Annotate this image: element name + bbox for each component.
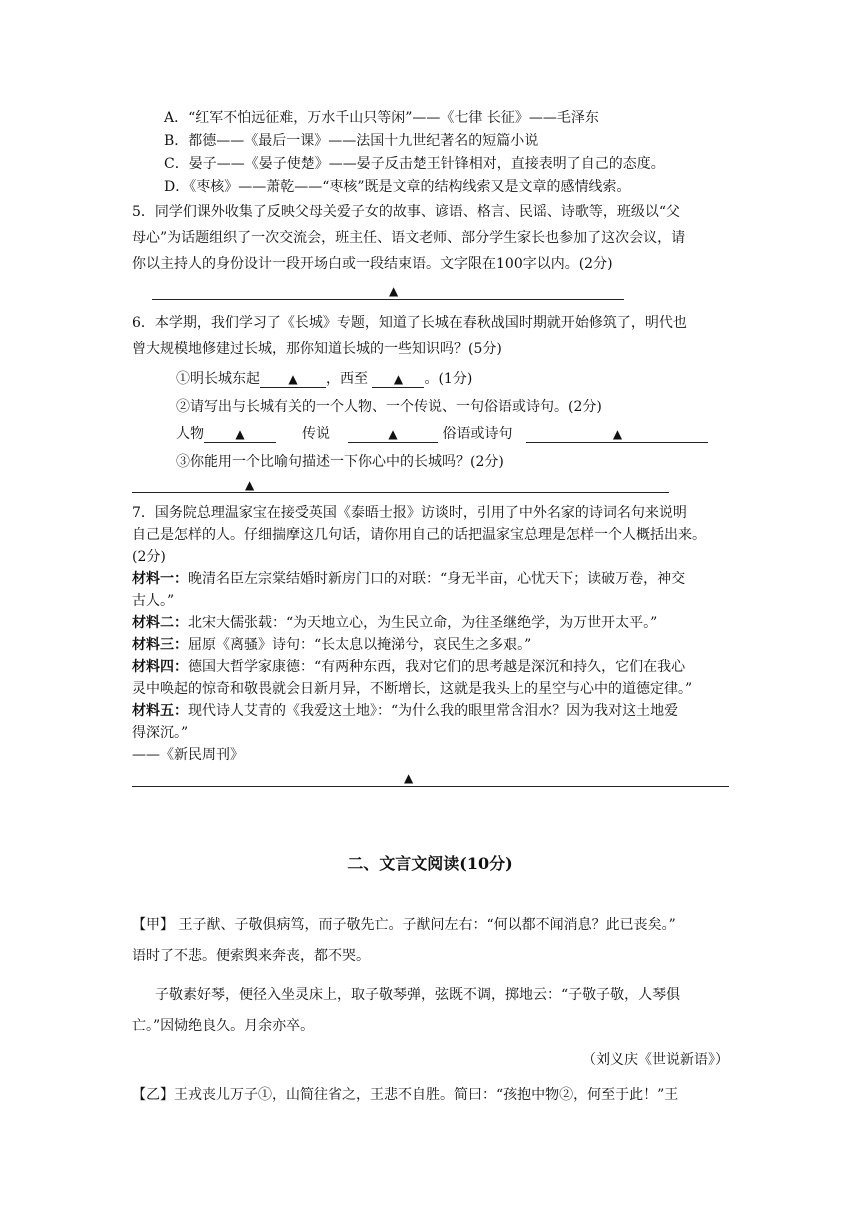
q7-line-1: 7．国务院总理温家宝在接受英国《泰晤士报》访谈时，引用了中外名家的诗词名句来说明 xyxy=(132,505,687,521)
material-4-label: 材料四： xyxy=(132,659,188,675)
option-a: A．“红军不怕远征难，万水千山只等闲”——《七律 长征》——毛泽东 xyxy=(164,110,599,126)
material-1-line-2: 古人。” xyxy=(132,593,175,609)
material-4-line-2: 灵中唤起的惊奇和敬畏就会日新月异，不断增长，这就是我头上的星空与心中的道德定律。” xyxy=(132,681,693,697)
material-2 xyxy=(132,612,657,632)
q7-line-2: 自己是怎样的人。仔细揣摩这几句话，请你用自己的话把温家宝总理是怎样一个人概括出来。 xyxy=(132,527,706,543)
blank-saying[interactable] xyxy=(526,426,708,443)
material-1-line-1 xyxy=(132,568,685,588)
q5-line-2: 母心”为话题组织了一次交流会，班主任、语文老师、部分学生家长也参加了这次会议，请 xyxy=(132,230,686,246)
blank-east[interactable] xyxy=(260,371,326,388)
material-4-line-1 xyxy=(132,656,685,676)
material-3 xyxy=(132,634,531,654)
material-2-label: 材料二： xyxy=(132,615,188,631)
passage-jia-line-1: 【甲】 王子猷、子敬俱病笃，而子敬先亡。子猷问左右：“何以都不闻消息？此已丧矣。” xyxy=(132,917,676,933)
q5-line-1: 5．同学们课外收集了反映父母关爱子女的故事、谚语、格言、民谣、诗歌等，班级以“父 xyxy=(132,204,681,220)
material-source: ——《新民周刊》 xyxy=(132,747,244,763)
q6-sub-2-blanks xyxy=(176,423,708,443)
answer-marker: ▲ xyxy=(404,771,414,785)
material-5-line-2: 得深沉。” xyxy=(132,725,189,741)
answer-marker: ▲ xyxy=(389,284,399,298)
answer-line xyxy=(152,299,624,300)
blank-west[interactable] xyxy=(372,371,424,388)
q5-line-3: 你以主持人的身份设计一段开场白或一段结束语。文字限在100字以内。(2分) xyxy=(132,256,613,272)
label-legend: 传说 xyxy=(302,426,330,442)
answer-marker: ▲ xyxy=(393,372,404,386)
option-b: B．都德——《最后一课》——法国十九世纪著名的短篇小说 xyxy=(164,133,539,149)
q6-sub-1-text-c: 。(1分) xyxy=(424,371,473,387)
passage-yi-line-1: 【乙】王戎丧儿万子①，山简往省之，王悲不自胜。简曰：“孩抱中物②，何至于此！”王 xyxy=(132,1087,679,1103)
material-4-text: 德国大哲学家康德：“有两种东西，我对它们的思考越是深沉和持久，它们在我心 xyxy=(188,659,686,675)
option-d: D．《枣核》——萧乾——“枣核”既是文章的结构线索又是文章的感情线索。 xyxy=(164,179,631,195)
answer-marker: ▲ xyxy=(288,372,298,386)
section-title: 二、文言文阅读(10分) xyxy=(347,854,513,873)
material-3-text: 屈原《离骚》诗句：“长太息以掩涕兮，哀民生之多艰。” xyxy=(188,637,532,653)
q7-line-3: (2分) xyxy=(132,549,166,565)
passage-jia-source: （刘义庆《世说新语》） xyxy=(582,1052,729,1068)
q6-line-2: 曾大规模地修建过长城，那你知道长城的一些知识吗？(5分) xyxy=(132,341,502,357)
answer-line xyxy=(132,786,729,787)
answer-marker: ▲ xyxy=(388,427,398,441)
passage-jia-line-4: 亡。”因恸绝良久。月余亦卒。 xyxy=(132,1018,315,1034)
blank-person[interactable] xyxy=(204,426,276,443)
material-1-text: 晚清名臣左宗棠结婚时新房门口的对联：“身无半亩，心忧天下；读破万卷，神交 xyxy=(188,571,686,587)
q6-sub-2: ②请写出与长城有关的一个人物、一个传说、一句俗语或诗句。(2分) xyxy=(176,399,602,415)
material-1-label: 材料一： xyxy=(132,571,188,587)
answer-marker: ▲ xyxy=(612,427,623,441)
q6-sub-1 xyxy=(176,368,472,388)
blank-legend[interactable] xyxy=(348,426,438,443)
material-5-line-1 xyxy=(132,700,678,720)
answer-marker: ▲ xyxy=(245,478,255,492)
material-5-text: 现代诗人艾青的《我爱这土地》：“为什么我的眼里常含泪水？因为我对这土地爱 xyxy=(188,703,679,719)
q6-line-1: 6．本学期，我们学习了《长城》专题，知道了长城在春秋战国时期就开始修筑了，明代也 xyxy=(132,315,687,331)
passage-jia-line-3: 子敬素好琴，便径入坐灵床上，取子敬琴弹，弦既不调，掷地云：“子敬子敬，人琴俱 xyxy=(155,987,681,1003)
label-saying: 俗语或诗句 xyxy=(442,426,513,442)
answer-marker: ▲ xyxy=(235,427,245,441)
option-c: C．晏子——《晏子使楚》——晏子反击楚王针锋相对，直接表明了自己的态度。 xyxy=(164,156,665,172)
material-2-text: 北宋大儒张载：“为天地立心，为生民立命，为往圣继绝学，为万世开太平。” xyxy=(188,615,658,631)
passage-jia-line-2: 语时了不悲。便索舆来奔丧，都不哭。 xyxy=(132,948,370,964)
answer-line xyxy=(132,492,669,493)
label-person: 人物 xyxy=(176,426,204,442)
material-3-label: 材料三： xyxy=(132,637,188,653)
q6-sub-3: ③你能用一个比喻句描述一下你心中的长城吗？(2分) xyxy=(176,454,504,470)
q6-sub-1-text-b: ，西至 xyxy=(326,371,368,387)
q6-sub-1-text-a: ①明长城东起 xyxy=(176,371,260,387)
material-5-label: 材料五： xyxy=(132,703,188,719)
